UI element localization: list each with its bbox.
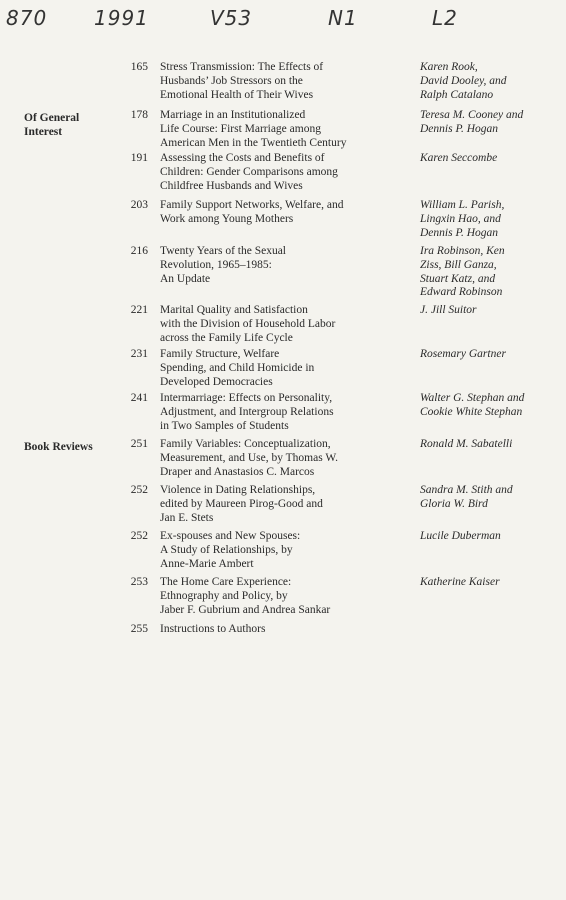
page-number: 251 — [130, 438, 148, 450]
article-authors: Lucile Duberman — [420, 530, 501, 542]
article-title: Instructions to Authors — [160, 623, 266, 635]
page-number: 252 — [130, 530, 148, 542]
article-title: Family Variables: Conceptualization, Measurement, and Use, by Thomas W. Draper and Anastasios C. Marcos — [160, 438, 339, 478]
article-title: Ex-spouses and New Spouses: A Study of Relationships, by Anne-Marie Ambert — [160, 530, 301, 570]
page-number: 191 — [130, 152, 148, 164]
handwritten-mark: 1991 — [94, 6, 149, 30]
article-authors: Ira Robinson, Ken Ziss, Bill Ganza, Stuart Katz, and Edward Robinson — [420, 245, 505, 299]
article-title: Marriage in an Institutionalized Life Course: First Marriage among American Men in the Twentieth Century — [160, 109, 347, 149]
section-heading: Book Reviews — [24, 441, 93, 453]
article-authors: Sandra M. Stith and Gloria W. Bird — [420, 484, 513, 510]
article-authors: Karen Rook, David Dooley, and Ralph Catalano — [420, 61, 507, 101]
handwritten-mark: L2 — [432, 6, 458, 30]
article-title: Family Support Networks, Welfare, and Work among Young Mothers — [160, 199, 344, 225]
handwritten-mark: 870 — [6, 6, 48, 30]
article-title: The Home Care Experience: Ethnography and Policy, by Jaber F. Gubrium and Andrea Sankar — [160, 576, 331, 616]
article-title: Twenty Years of the Sexual Revolution, 1965–1985: An Update — [160, 245, 286, 285]
article-title: Intermarriage: Effects on Personality, Adjustment, and Intergroup Relations in Two Samples of Students — [160, 392, 334, 432]
article-authors: Walter G. Stephan and Cookie White Stephan — [420, 392, 525, 418]
page-number: 241 — [130, 392, 148, 404]
article-authors: Karen Seccombe — [420, 152, 498, 164]
page-number: 255 — [130, 623, 148, 635]
page-number: 178 — [130, 109, 148, 121]
page-number: 231 — [130, 348, 148, 360]
article-authors: Rosemary Gartner — [420, 348, 506, 360]
page-number: 165 — [130, 61, 148, 73]
article-title: Violence in Dating Relationships, edited by Maureen Pirog-Good and Jan E. Stets — [160, 484, 323, 524]
page-number: 221 — [130, 304, 148, 316]
article-authors: Katherine Kaiser — [420, 576, 500, 588]
page-number: 253 — [130, 576, 148, 588]
page-number: 216 — [130, 245, 148, 257]
page-number: 252 — [130, 484, 148, 496]
handwritten-mark: N1 — [328, 6, 358, 30]
page-number: 203 — [130, 199, 148, 211]
article-authors: J. Jill Suitor — [420, 304, 477, 316]
article-title: Stress Transmission: The Effects of Husbands’ Job Stressors on the Emotional Health of Their Wives — [160, 61, 324, 101]
article-authors: Ronald M. Sabatelli — [420, 438, 513, 450]
article-authors: Teresa M. Cooney and Dennis P. Hogan — [420, 109, 524, 135]
handwritten-mark: V53 — [210, 6, 253, 30]
section-heading: Of General Interest — [24, 112, 80, 138]
article-title: Family Structure, Welfare Spending, and Child Homicide in Developed Democracies — [160, 348, 315, 388]
article-title: Assessing the Costs and Benefits of Children: Gender Comparisons among Childfree Husbands and Wives — [160, 152, 338, 192]
article-title: Marital Quality and Satisfaction with the Division of Household Labor across the Family Life Cycle — [160, 304, 336, 344]
article-authors: William L. Parish, Lingxin Hao, and Dennis P. Hogan — [420, 199, 505, 239]
